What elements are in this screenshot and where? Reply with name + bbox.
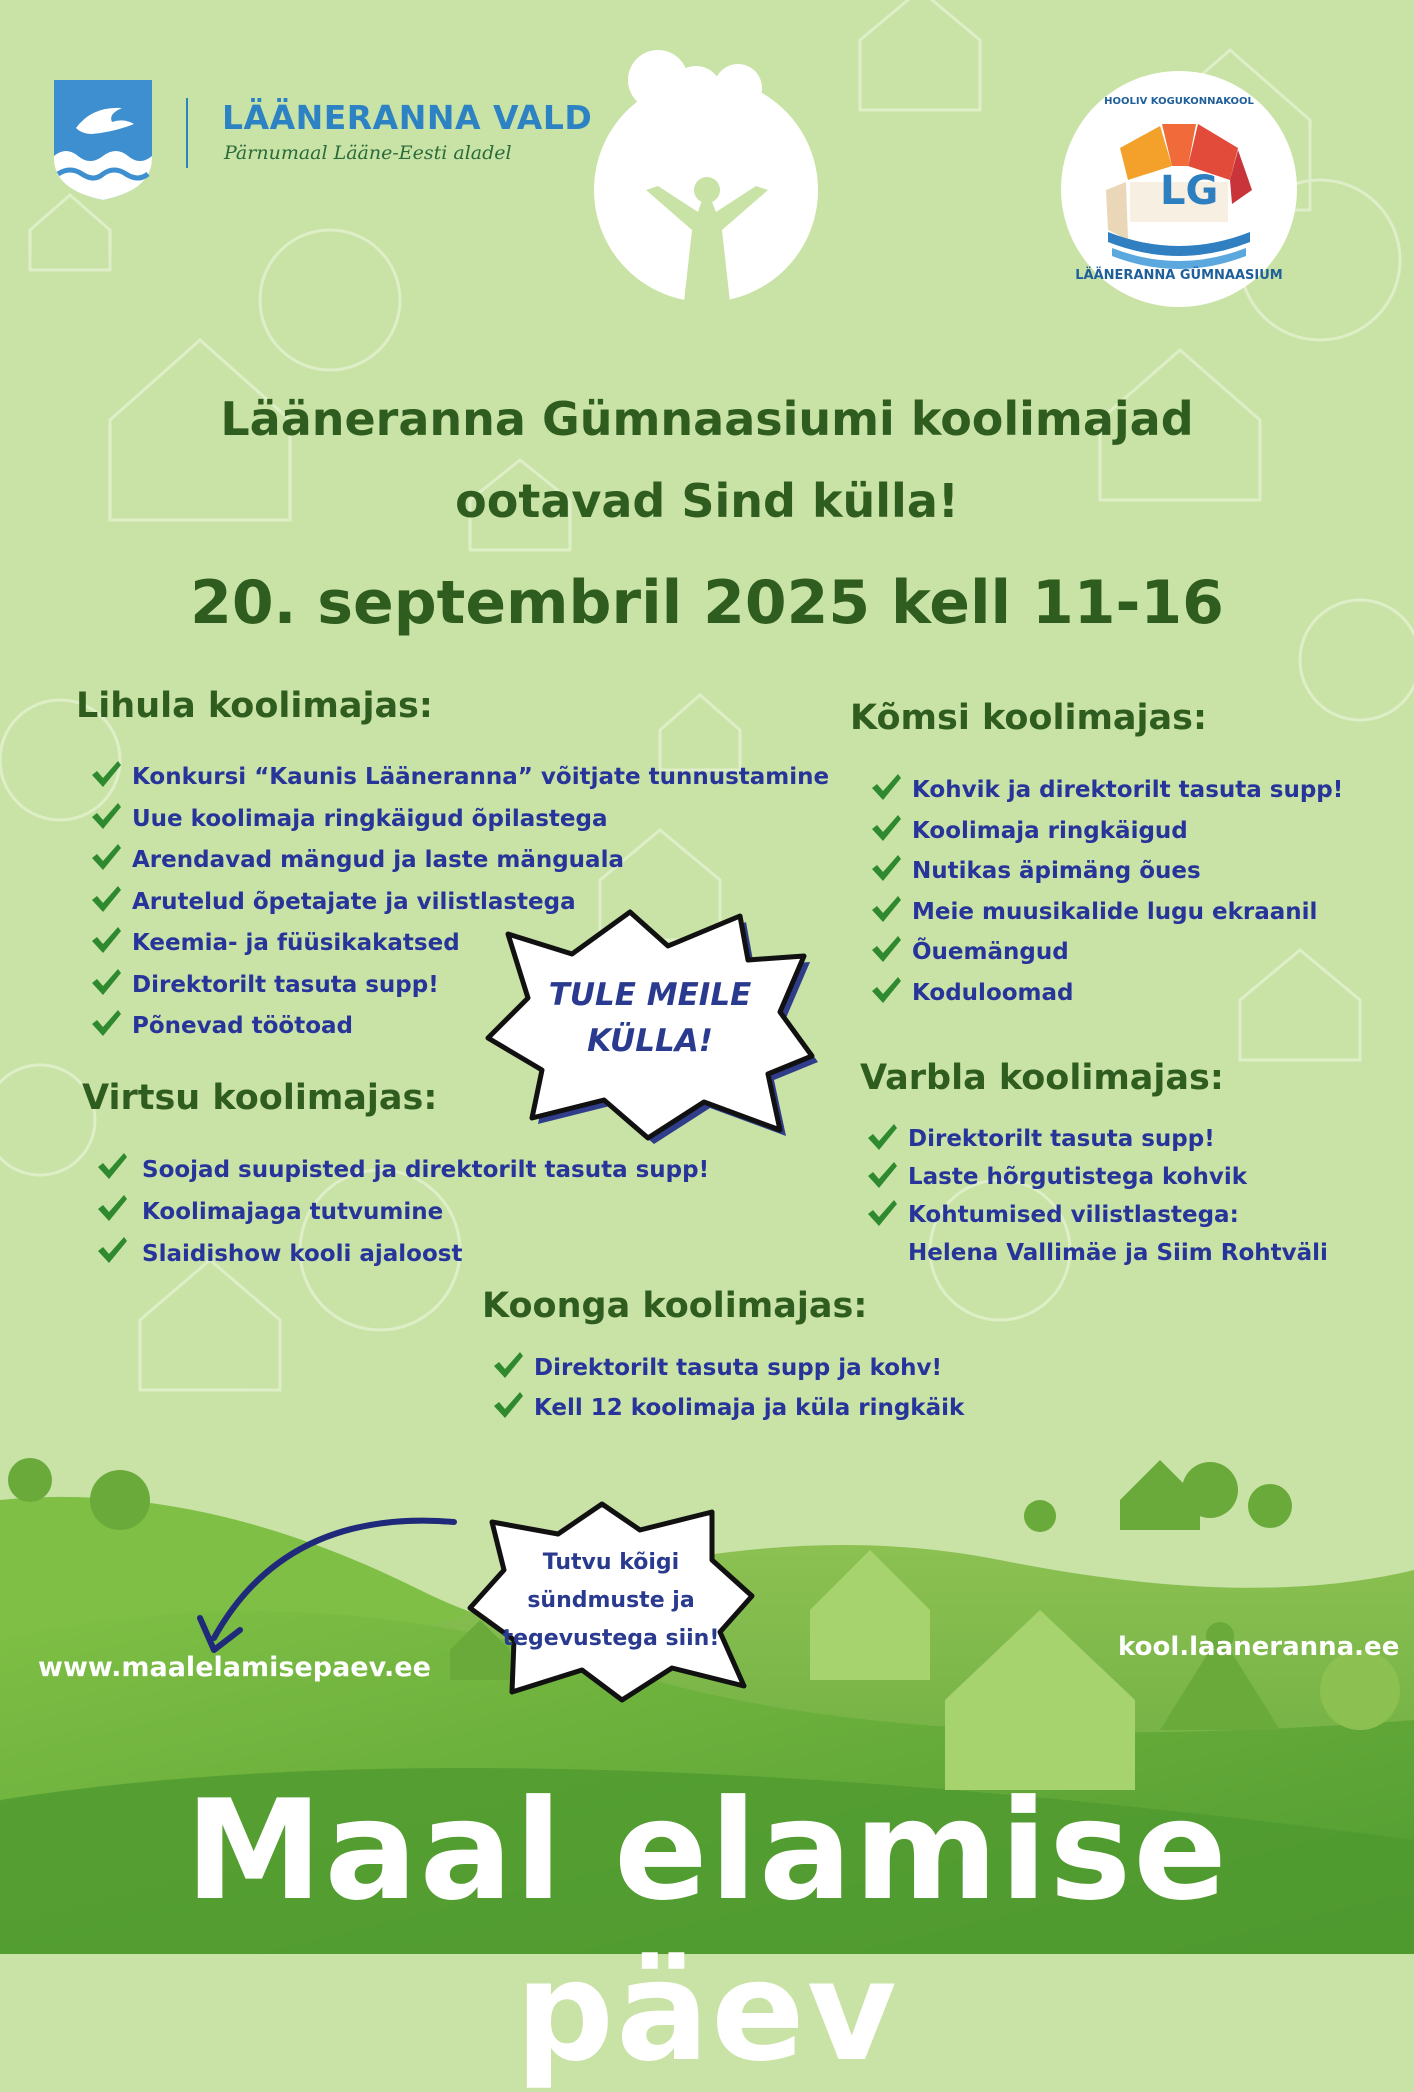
list-item: Arutelud õpetajate ja vilistlastega xyxy=(90,882,829,924)
check-icon xyxy=(492,1350,524,1380)
school-logo xyxy=(1060,70,1298,308)
varbla-list xyxy=(866,1120,1328,1272)
check-icon xyxy=(96,1151,128,1181)
list-item: Koolimaja ringkäigud xyxy=(870,811,1343,852)
school-logo-bottom-text: LÄÄNERANNA GÜMNAASIUM xyxy=(1075,268,1283,283)
koonga-list xyxy=(492,1348,964,1428)
list-item: Koolimajaga tutvumine xyxy=(96,1191,709,1233)
list-item: Meie muusikalide lugu ekraanil xyxy=(870,892,1343,933)
check-icon xyxy=(492,1390,524,1420)
list-item: Arendavad mängud ja laste mänguala xyxy=(90,840,829,882)
check-icon xyxy=(90,759,122,789)
list-item: Soojad suupisted ja direktorilt tasuta supp! xyxy=(96,1149,709,1191)
check-icon xyxy=(870,813,902,843)
title-line-1: Lääneranna Gümnaasiumi koolimajad xyxy=(220,392,1194,446)
website-link-left[interactable]: www.maalelamisepaev.ee xyxy=(38,1652,431,1683)
check-icon xyxy=(866,1160,898,1190)
check-icon xyxy=(866,1198,898,1228)
check-icon xyxy=(90,967,122,997)
list-item: Keemia- ja füüsikakatsed xyxy=(90,923,829,965)
varbla-heading: Varbla koolimajas: xyxy=(860,1058,1224,1098)
check-icon xyxy=(866,1122,898,1152)
event-name: Maal elamise päev xyxy=(185,1770,1229,2092)
list-item: Kohtumised vilistlastega: xyxy=(866,1196,1328,1234)
list-item: Nutikas äpimäng õues xyxy=(870,851,1343,892)
list-item: Õuemängud xyxy=(870,932,1343,973)
check-icon xyxy=(870,934,902,964)
koonga-heading: Koonga koolimajas: xyxy=(482,1286,868,1326)
brand-name: LÄÄNERANNA VALD xyxy=(222,98,593,137)
school-monogram: LG xyxy=(1160,168,1219,214)
list-item: Direktorilt tasuta supp ja kohv! xyxy=(492,1348,964,1388)
check-icon xyxy=(90,801,122,831)
check-icon xyxy=(90,842,122,872)
komsi-heading: Kõmsi koolimajas: xyxy=(850,698,1207,738)
curved-arrow-icon xyxy=(196,1508,458,1658)
starburst-text: TULE MEILE KÜLLA! xyxy=(548,977,752,1059)
virtsu-heading: Virtsu koolimajas: xyxy=(82,1078,438,1118)
list-item: Kell 12 koolimaja ja küla ringkäik xyxy=(492,1388,964,1428)
brand-divider xyxy=(186,98,188,168)
list-item: Konkursi “Kaunis Lääneranna” võitjate tunnustamine xyxy=(90,757,829,799)
list-item: Põnevad töötoad xyxy=(90,1006,829,1048)
check-icon xyxy=(870,975,902,1005)
brand-tagline: Pärnumaal Lääne-Eesti aladel xyxy=(224,142,512,164)
event-date: 20. septembril 2025 kell 11-16 xyxy=(190,568,1224,638)
page-title xyxy=(100,378,1314,542)
title-line-2: ootavad Sind külla! xyxy=(455,474,959,528)
check-icon xyxy=(90,1008,122,1038)
coat-of-arms-icon xyxy=(52,78,154,202)
list-item: Direktorilt tasuta supp! xyxy=(866,1120,1328,1158)
check-icon xyxy=(90,925,122,955)
list-item: Kohvik ja direktorilt tasuta supp! xyxy=(870,770,1343,811)
check-icon xyxy=(90,884,122,914)
check-icon xyxy=(96,1235,128,1265)
list-item: Laste hõrgutistega kohvik xyxy=(866,1158,1328,1196)
komsi-list xyxy=(870,770,1343,1013)
tree-figure-icon xyxy=(588,40,824,310)
list-item: Direktorilt tasuta supp! xyxy=(90,965,829,1007)
list-item: Uue koolimaja ringkäigud õpilastega xyxy=(90,799,829,841)
list-item: Helena Vallimäe ja Siim Rohtväli xyxy=(908,1240,1328,1266)
website-link-right[interactable]: kool.laaneranna.ee xyxy=(1118,1632,1400,1662)
virtsu-list xyxy=(96,1149,709,1275)
check-icon xyxy=(96,1193,128,1223)
check-icon xyxy=(870,853,902,883)
check-icon xyxy=(870,894,902,924)
small-starburst-text: Tutvu kõigi sündmuste ja tegevustega siin! xyxy=(502,1550,720,1651)
lihula-heading: Lihula koolimajas: xyxy=(76,686,433,726)
list-item: Koduloomad xyxy=(870,973,1343,1014)
list-item: Slaidishow kooli ajaloost xyxy=(96,1233,709,1275)
check-icon xyxy=(870,772,902,802)
school-logo-top-text: HOOLIV KOGUKONNAKOOL xyxy=(1104,96,1254,107)
